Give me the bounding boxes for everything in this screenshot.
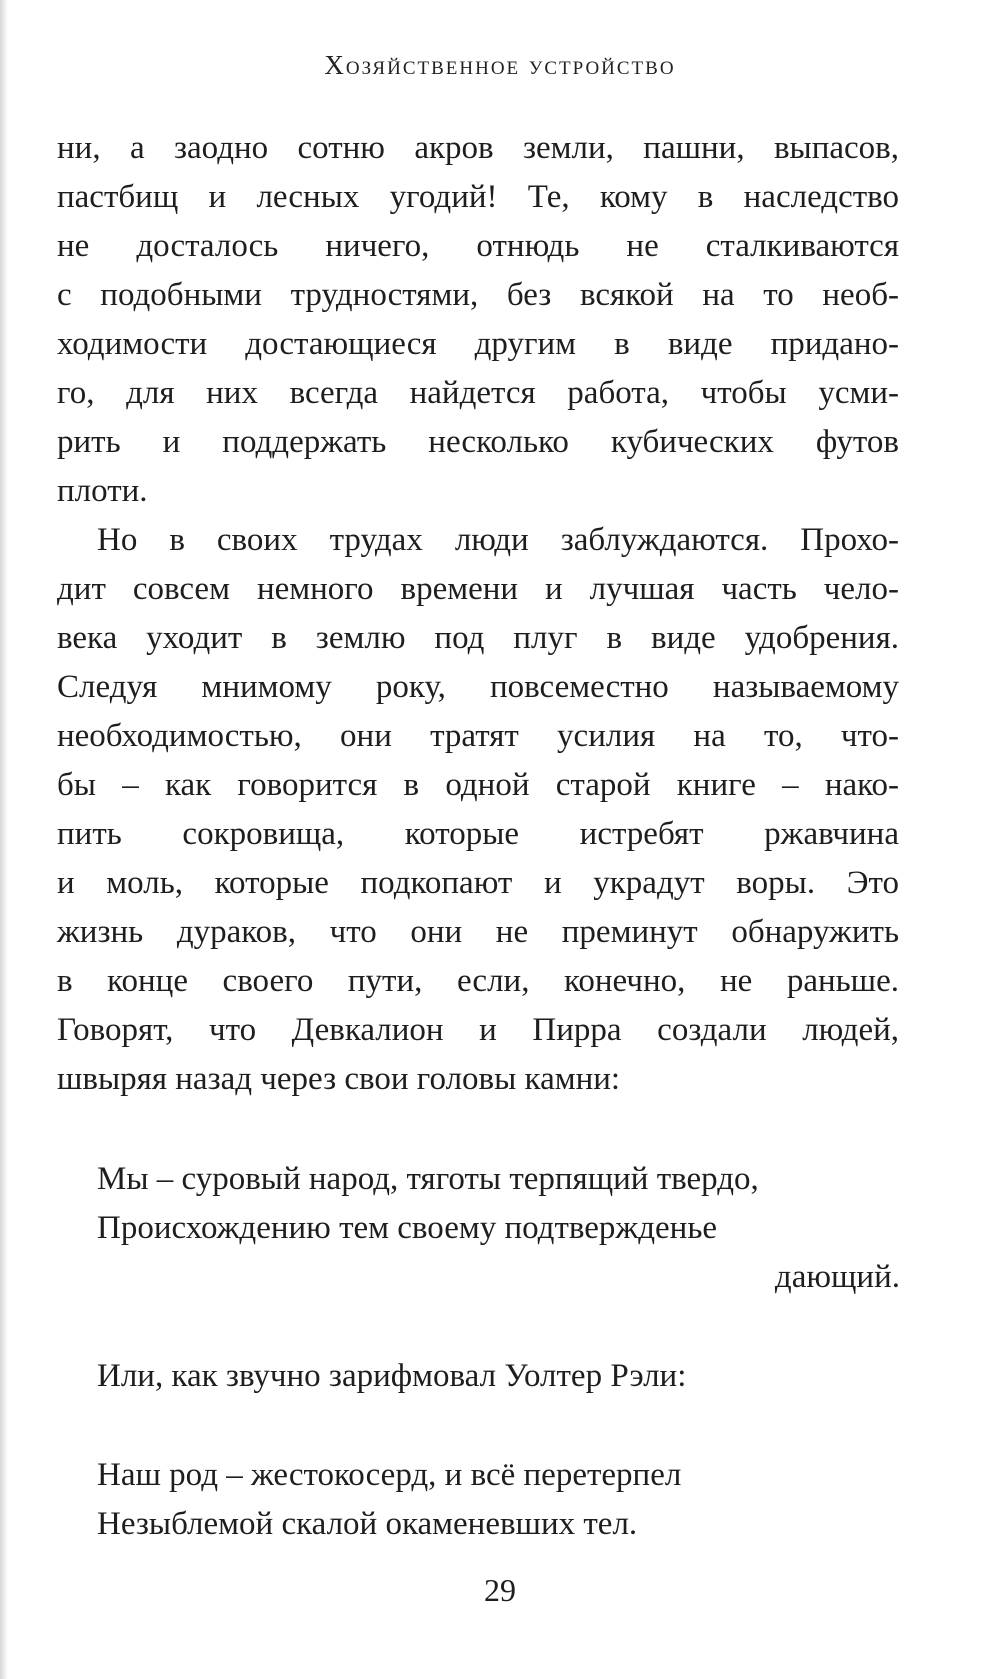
text-line: ходимости достающиеся другим в виде придано- — [57, 326, 899, 362]
text-line-last: плоти. — [57, 473, 148, 509]
text-line: го, для них всегда найдется работа, чтобы усми- — [57, 375, 899, 411]
text-line: Следуя мнимому року, повсеместно называемому — [57, 669, 899, 705]
text-line: не досталось ничего, отнюдь не сталкиваются — [57, 228, 899, 264]
text-line: в конце своего пути, если, конечно, не раньше. — [57, 963, 899, 999]
verse-line: Незыблемой скалой окаменевших тел. — [97, 1506, 638, 1542]
page-number: 29 — [484, 1572, 516, 1608]
text-line: Говорят, что Девкалион и Пирра создали людей, — [57, 1012, 899, 1048]
running-header: Хозяйственное устройство — [324, 50, 676, 80]
text-line: пастбищ и лесных угодий! Те, кому в наследство — [57, 179, 899, 215]
text-line: рить и поддержать несколько кубических футов — [57, 424, 899, 460]
text-line: ни, а заодно сотню акров земли, пашни, выпасов, — [57, 130, 899, 166]
text-line-first: Но в своих трудах люди заблуждаются. Прохо- — [97, 522, 899, 558]
text-line: с подобными трудностями, без всякой на то необ- — [57, 277, 899, 313]
quote-intro: Или, как звучно зарифмовал Уолтер Рэли: — [97, 1358, 687, 1394]
text-line: дит совсем немного времени и лучшая часть чело- — [57, 571, 899, 607]
verse-line: Мы – суровый народ, тяготы терпящий твердо, — [97, 1161, 759, 1197]
text-line-last: швыряя назад через свои головы камни: — [57, 1061, 621, 1097]
verse-line: Наш род – жестокосерд, и всё перетерпел — [97, 1457, 682, 1493]
text-line: века уходит в землю под плуг в виде удобрения. — [57, 620, 899, 656]
page-edge-shadow — [0, 0, 8, 1679]
text-line: жизнь дураков, что они не преминут обнаружить — [57, 914, 899, 950]
text-line: и моль, которые подкопают и украдут воры. Это — [57, 865, 899, 901]
verse-line: Происхождению тем своему подтвержденье — [97, 1210, 718, 1246]
text-line: бы – как говорится в одной старой книге – нако- — [57, 767, 899, 803]
text-line: необходимостью, они тратят усилия на то, что- — [57, 718, 899, 754]
text-line: пить сокровища, которые истребят ржавчина — [57, 816, 899, 852]
verse-line-runover: дающий. — [774, 1259, 900, 1295]
